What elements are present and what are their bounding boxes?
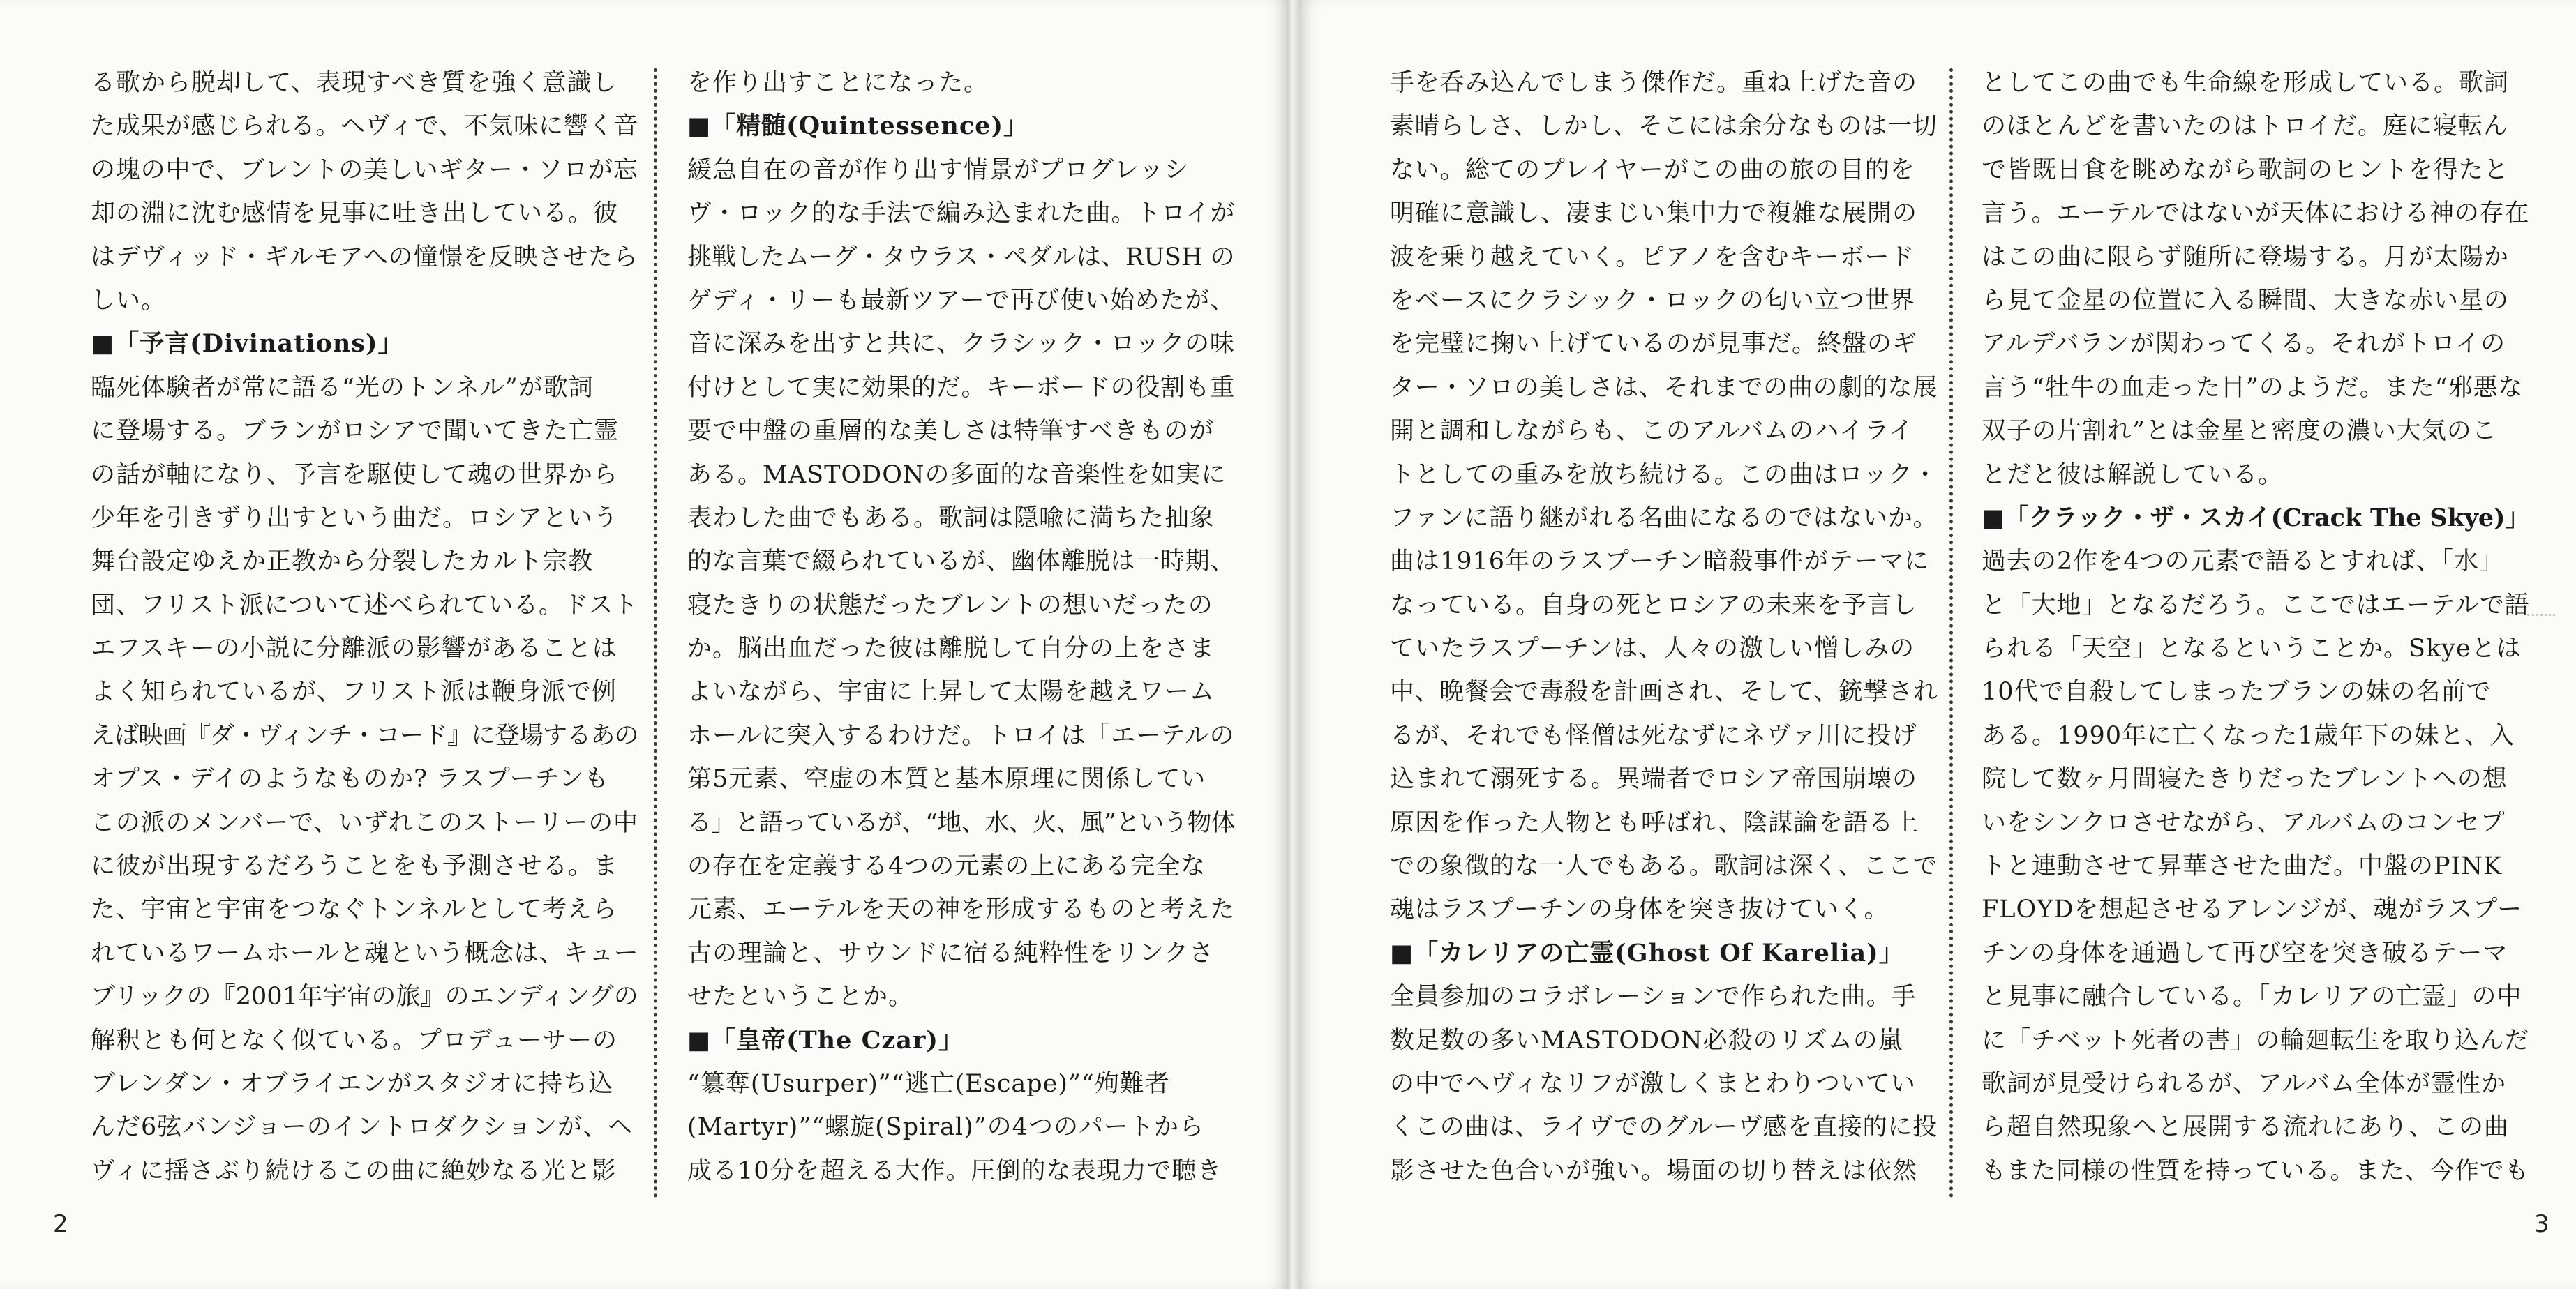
text-line: 舞台設定ゆえか正教から分裂したカルト宗教	[91, 548, 594, 576]
right-column-1	[1390, 61, 1938, 1193]
text-line: ター・ソロの美しさは、それまでの曲の劇的な展	[1390, 373, 1938, 402]
text-line: 元素、エーテルを天の神を形成するものと考えた	[687, 896, 1236, 924]
text-line: のほとんどを書いたのはトロイだ。庭に寝転ん	[1982, 112, 2508, 141]
page-number-left: 2	[53, 1210, 68, 1238]
text-line: 音に深みを出すと共に、クラシック・ロックの味	[687, 330, 1235, 359]
text-line: エフスキーの小説に分離派の影響があることは	[91, 635, 617, 663]
text-line: 言う“牡牛の血走った目”のようだ。また“邪悪な	[1982, 373, 2524, 402]
text-line: 臨死体験者が常に語る“光のトンネル”が歌詞	[91, 373, 594, 402]
text-line: オプス・デイのようなものか? ラスプーチンも	[91, 765, 610, 794]
text-line: もまた同様の性質を持っている。また、今作でも	[1982, 1156, 2530, 1185]
text-line: をベースにクラシック・ロックの匂い立つ世界	[1390, 286, 1915, 315]
text-line: られる「天空」となるということか。Skyeとは	[1982, 635, 2522, 663]
text-line: ファンに語り継がれる名曲になるのではないか。	[1390, 504, 1938, 532]
text-line: ない。総てのプレイヤーがこの曲の旅の目的を	[1390, 156, 1915, 184]
section-heading: ■「皇帝(The Czar)」	[687, 1025, 964, 1055]
text-line: トと連動させて昇華させた曲だ。中盤のPINK	[1982, 852, 2503, 881]
text-line: (Martyr)”“螺旋(Spiral)”の4つのパートから	[687, 1113, 1204, 1142]
text-line: を作り出すことになった。	[687, 69, 989, 97]
left-page	[0, 0, 1287, 1289]
text-line: しい。	[91, 286, 167, 315]
page-number-right: 3	[2534, 1210, 2549, 1238]
book-spine-gutter	[1287, 0, 1299, 1289]
text-line: としてこの曲でも生命線を形成している。歌詞	[1982, 69, 2510, 97]
text-line: 明確に意識し、凄まじい集中力で複雑な展開の	[1390, 199, 1918, 228]
text-line: トとしての重みを放ち続ける。この曲はロック・	[1390, 460, 1938, 489]
text-line: 原因を作った人物とも呼ばれ、陰謀論を語る上	[1390, 808, 1919, 837]
text-line: ブレンダン・オブライエンがスタジオに持ち込	[91, 1069, 614, 1098]
text-line: よいながら、宇宙に上昇して太陽を越えワーム	[687, 678, 1215, 707]
text-line: 少年を引きずり出すという曲だ。ロシアという	[91, 504, 619, 532]
right-page	[1299, 0, 2576, 1289]
text-line: の話が軸になり、予言を駆使して魂の世界から	[91, 460, 619, 489]
text-line: 却の淵に沈む感情を見事に吐き出している。彼	[91, 199, 619, 228]
text-line: と「大地」となるだろう。ここではエーテルで語	[1982, 591, 2530, 619]
text-line: た成果が感じられる。ヘヴィで、不気味に響く音	[91, 112, 639, 141]
text-line: 解釈とも何となく似ている。プロデューサーの	[91, 1026, 617, 1055]
text-line: 双子の片割れ”とは金星と密度の濃い大気のこ	[1982, 417, 2497, 446]
column-divider	[1949, 68, 1953, 1198]
text-line: 言う。エーテルではないが天体における神の存在	[1982, 199, 2530, 228]
left-column-1	[91, 61, 638, 1193]
text-line: の塊の中で、ブレントの美しいギター・ソロが忘	[91, 156, 638, 184]
text-line: 影させた色合いが強い。場面の切り替えは依然	[1390, 1156, 1918, 1185]
text-line: この派のメンバーで、いずれこのストーリーの中	[91, 808, 638, 837]
scan-dust-mark	[2527, 614, 2555, 620]
text-line: 緩急自在の音が作り出す情景がプログレッシ	[687, 156, 1190, 184]
text-line: 表わした曲でもある。歌詞は隠喩に満ちた抽象	[687, 504, 1215, 532]
text-line: を完璧に掬い上げているのが見事だ。終盤のギ	[1390, 330, 1918, 359]
text-line: ていたラスプーチンは、人々の激しい憎しみの	[1390, 635, 1915, 663]
text-line: 要で中盤の重層的な美しさは特筆すべきものが	[687, 417, 1215, 446]
text-line: えば映画『ダ・ヴィンチ・コード』に登場するあの	[91, 721, 638, 750]
text-line: アルデバランが関わってくる。それがトロイの	[1982, 330, 2506, 359]
text-line: ブリックの『2001年宇宙の旅』のエンディングの	[91, 983, 638, 1011]
text-line: いをシンクロさせながら、アルバムのコンセプ	[1982, 808, 2506, 837]
text-line: とだと彼は解説している。	[1982, 460, 2284, 489]
text-line: 数足数の多いMASTODON必殺のリズムの嵐	[1390, 1026, 1903, 1055]
text-line: ある。MASTODONの多面的な音楽性を如実に	[687, 460, 1227, 489]
text-line: る」と語っているが、“地、水、火、風”という物体	[687, 808, 1235, 837]
text-line: ヴ・ロック的な手法で編み込まれた曲。トロイが	[687, 199, 1236, 228]
text-line: ゲディ・リーも最新ツアーで再び使い始めたが、	[687, 286, 1236, 315]
section-heading: ■「カレリアの亡霊(Ghost Of Karelia)」	[1390, 938, 1904, 967]
text-line: ホールに突入するわけだ。トロイは「エーテルの	[687, 721, 1235, 750]
text-line: 団、フリスト派について述べられている。ドスト	[91, 591, 638, 619]
text-line: FLOYDを想起させるアレンジが、魂がラスプー	[1982, 896, 2523, 924]
text-line: 挑戦したムーグ・タウラス・ペダルは、RUSH の	[687, 243, 1235, 271]
text-line: せたということか。	[687, 983, 914, 1011]
text-line: 付けとして実に効果的だ。キーボードの役割も重	[687, 373, 1236, 402]
right-column-2	[1982, 61, 2529, 1193]
text-line: 寝たきりの状態だったブレントの想いだったの	[687, 591, 1213, 619]
text-line: 中、晩餐会で毒殺を計画され、そして、銃撃され	[1390, 678, 1938, 707]
column-divider	[654, 68, 657, 1198]
text-line: る歌から脱却して、表現すべき質を強く意識し	[91, 69, 617, 97]
text-line: はデヴィッド・ギルモアへの憧憬を反映させたら	[91, 243, 638, 271]
text-line: ある。1990年に亡くなった1歳年下の妹と、入	[1982, 721, 2515, 750]
text-line: 込まれて溺死する。異端者でロシア帝国崩壊の	[1390, 765, 1918, 794]
text-line: はこの曲に限らず随所に登場する。月が太陽か	[1982, 243, 2510, 271]
text-line: の中でヘヴィなリフが激しくまとわりついてい	[1390, 1069, 1916, 1098]
text-line: の存在を定義する4つの元素の上にある完全な	[687, 852, 1206, 881]
text-line: 的な言葉で綴られているが、幽体離脱は一時期、	[687, 548, 1236, 576]
text-line: と見事に融合している。「カレリアの亡霊」の中	[1982, 983, 2522, 1011]
text-line: 曲は1916年のラスプーチン暗殺事件がテーマに	[1390, 548, 1930, 576]
text-line: るが、それでも怪僧は死なずにネヴァ川に投げ	[1390, 721, 1917, 750]
text-line: 古の理論と、サウンドに宿る純粋性をリンクさ	[687, 939, 1215, 967]
text-line: た、宇宙と宇宙をつなぐトンネルとして考えら	[91, 896, 617, 924]
text-line: 開と調和しながらも、このアルバムのハイライ	[1390, 417, 1915, 446]
section-heading: ■「予言(Divinations)」	[91, 329, 403, 359]
text-line: ヴィに揺さぶり続けるこの曲に絶妙なる光と影	[91, 1156, 617, 1185]
text-line: に「チベット死者の書」の輪廻転生を取り込んだ	[1982, 1026, 2530, 1055]
text-line: “簒奪(Usurper)”“逃亡(Escape)”“殉難者	[687, 1069, 1170, 1098]
text-line: 第5元素、空虚の本質と基本原理に関係してい	[687, 765, 1206, 794]
text-line: んだ6弦バンジョーのイントロダクションが、ヘ	[91, 1113, 633, 1142]
text-line: チンの身体を通過して再び空を突き破るテーマ	[1982, 939, 2508, 967]
text-line: 過去の2作を4つの元素で語るとすれば、「水」	[1982, 548, 2505, 576]
text-line: 成る10分を超える大作。圧倒的な表現力で聴き	[687, 1156, 1222, 1185]
text-line: れているワームホールと魂という概念は、キュー	[91, 939, 639, 967]
text-line: 歌詞が見受けられるが、アルバム全体が霊性か	[1982, 1069, 2507, 1098]
text-line: 魂はラスプーチンの身体を突き抜けていく。	[1390, 896, 1889, 924]
text-line: くこの曲は、ライヴでのグルーヴ感を直接的に投	[1390, 1113, 1938, 1142]
text-line: での象徴的な一人でもある。歌詞は深く、ここで	[1390, 852, 1938, 881]
text-line: ら見て金星の位置に入る瞬間、大きな赤い星の	[1982, 286, 2510, 315]
text-line: ら超自然現象へと展開する流れにあり、この曲	[1982, 1113, 2510, 1142]
section-heading: ■「精髄(Quintessence)」	[687, 112, 1029, 141]
text-line: 波を乗り越えていく。ピアノを含むキーボード	[1390, 243, 1915, 271]
text-line: に彼が出現するだろうことをも予測させる。ま	[91, 852, 619, 881]
text-line: 院して数ヶ月間寝たきりだったブレントへの想	[1982, 765, 2508, 794]
text-line: で皆既日食を眺めながら歌詞のヒントを得たと	[1982, 156, 2510, 184]
text-line: か。脳出血だった彼は離脱して自分の上をさま	[687, 635, 1215, 663]
section-heading: ■「クラック・ザ・スカイ(Crack The Skye)」	[1982, 503, 2530, 532]
text-line: に登場する。ブランがロシアで聞いてきた亡霊	[91, 417, 620, 446]
text-line: なっている。自身の死とロシアの未来を予言し	[1390, 591, 1918, 619]
text-line: 全員参加のコラボレーションで作られた曲。手	[1390, 983, 1917, 1011]
text-line: 素晴らしさ、しかし、そこには余分なものは一切	[1390, 112, 1938, 141]
text-line: 10代で自殺してしまったブランの妹の名前で	[1982, 678, 2492, 707]
text-line: 手を呑み込んでしまう傑作だ。重ね上げた音の	[1390, 69, 1918, 97]
text-line: よく知られているが、フリスト派は鞭身派で例	[91, 678, 617, 707]
left-column-2	[687, 61, 1235, 1193]
